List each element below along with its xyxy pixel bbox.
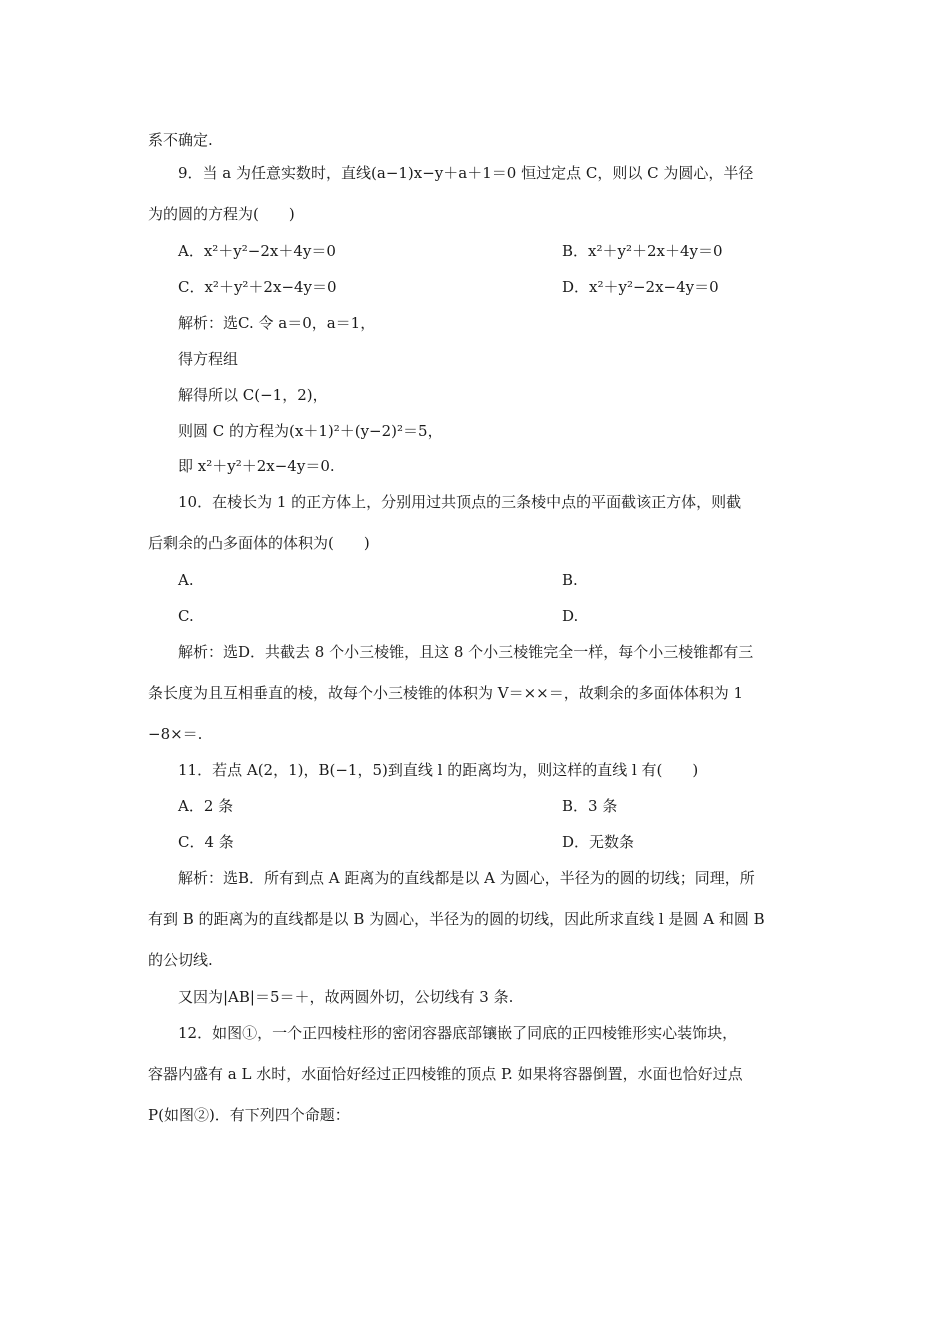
question-12-stem-line-3: P(如图②)．有下列四个命题： <box>148 1106 350 1124</box>
question-9-solution-line-5: 即 x²＋y²＋2x−4y＝0. <box>178 457 335 475</box>
question-9-stem-line-1: 9．当 a 为任意实数时，直线(a−1)x−y＋a＋1＝0 恒过定点 C，则以 C 为圆心，半径 <box>178 164 754 182</box>
question-10-solution-line-1: 解析：选D．共截去 8 个小三棱锥，且这 8 个小三棱锥完全一样，每个小三棱锥都有三 <box>178 643 754 661</box>
question-10-solution-line-3: −8×＝. <box>148 725 203 743</box>
question-10-option-a: A. <box>178 571 194 589</box>
question-10-stem-line-1: 10．在棱长为 1 的正方体上，分别用过共顶点的三条棱中点的平面截该正方体，则截 <box>178 493 742 511</box>
question-10-option-c: C. <box>178 607 194 625</box>
question-9-solution-line-2: 得方程组 <box>178 350 239 368</box>
question-9-option-c: C．x²＋y²＋2x−4y＝0 <box>178 278 337 296</box>
question-9-option-b: B．x²＋y²＋2x＋4y＝0 <box>562 242 723 260</box>
question-9-solution-line-4: 则圆 C 的方程为(x＋1)²＋(y−2)²＝5， <box>178 422 443 440</box>
question-10-stem-line-2: 后剩余的凸多面体的体积为( ) <box>148 534 370 552</box>
question-11-solution-line-3: 的公切线. <box>148 951 213 969</box>
question-11-option-d: D．无数条 <box>562 833 635 851</box>
question-10-option-d: D. <box>562 607 579 625</box>
question-9-stem-line-2: 为的圆的方程为( ) <box>148 205 295 223</box>
question-10-option-b: B. <box>562 571 578 589</box>
question-9-solution-line-1: 解析：选C. 令 a＝0，a＝1， <box>178 314 376 332</box>
question-11-solution-line-4: 又因为|AB|＝5＝＋，故两圆外切，公切线有 3 条. <box>178 988 514 1006</box>
question-9-option-d: D．x²＋y²−2x−4y＝0 <box>562 278 719 296</box>
question-11-solution-line-1: 解析：选B．所有到点 A 距离为的直线都是以 A 为圆心，半径为的圆的切线；同理，所 <box>178 869 755 887</box>
text-line-continuation: 系不确定. <box>148 131 213 149</box>
question-11-solution-line-2: 有到 B 的距离为的直线都是以 B 为圆心，半径为的圆的切线，因此所求直线 l 是圆 A 和圆 B <box>148 910 765 928</box>
question-11-option-b: B．3 条 <box>562 797 618 815</box>
question-9-option-a: A．x²＋y²−2x＋4y＝0 <box>178 242 336 260</box>
question-10-solution-line-2: 条长度为且互相垂直的棱，故每个小三棱锥的体积为 V＝××＝，故剩余的多面体体积为 1 <box>148 684 744 702</box>
question-11-option-a: A．2 条 <box>178 797 234 815</box>
question-9-solution-line-3: 解得所以 C(−1，2)， <box>178 386 328 404</box>
question-11-stem: 11．若点 A(2，1)，B(−1，5)到直线 l 的距离均为，则这样的直线 l 有( ) <box>178 761 699 779</box>
question-12-stem-line-1: 12．如图①，一个正四棱柱形的密闭容器底部镶嵌了同底的正四棱锥形实心装饰块， <box>178 1024 738 1042</box>
question-12-stem-line-2: 容器内盛有 a L 水时，水面恰好经过正四棱锥的顶点 P. 如果将容器倒置，水面也恰好过点 <box>148 1065 743 1083</box>
question-11-option-c: C．4 条 <box>178 833 234 851</box>
